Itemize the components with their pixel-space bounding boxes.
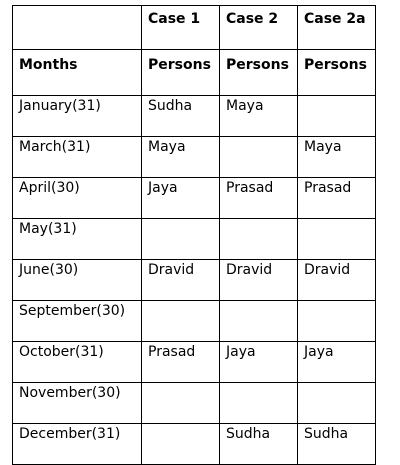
month-cell: October(31) <box>13 342 142 383</box>
person-cell <box>298 301 376 342</box>
table-row <box>13 301 376 342</box>
schedule-table <box>12 5 376 465</box>
person-cell: Prasad <box>142 342 220 383</box>
person-cell: Maya <box>298 137 376 178</box>
table-row <box>13 178 376 219</box>
person-cell: Jaya <box>298 342 376 383</box>
person-cell <box>220 219 298 260</box>
case-header-cell <box>13 6 142 50</box>
person-cell <box>142 383 220 424</box>
person-cell: Jaya <box>142 178 220 219</box>
person-cell <box>142 424 220 465</box>
person-cell: Dravid <box>220 260 298 301</box>
month-cell: December(31) <box>13 424 142 465</box>
column-header-cell: Persons <box>298 50 376 96</box>
person-cell <box>220 137 298 178</box>
month-cell: September(30) <box>13 301 142 342</box>
column-header-cell: Months <box>13 50 142 96</box>
month-cell: June(30) <box>13 260 142 301</box>
month-cell: March(31) <box>13 137 142 178</box>
person-cell: Sudha <box>142 96 220 137</box>
case-header-cell: Case 1 <box>142 6 220 50</box>
person-cell: Prasad <box>220 178 298 219</box>
month-cell: January(31) <box>13 96 142 137</box>
person-cell: Prasad <box>298 178 376 219</box>
table-row <box>13 219 376 260</box>
table-row <box>13 260 376 301</box>
month-cell: November(30) <box>13 383 142 424</box>
table-row <box>13 342 376 383</box>
person-cell: Jaya <box>220 342 298 383</box>
person-cell: Maya <box>142 137 220 178</box>
person-cell: Sudha <box>298 424 376 465</box>
person-cell: Dravid <box>298 260 376 301</box>
person-cell <box>298 219 376 260</box>
case-header-row <box>13 6 376 50</box>
person-cell <box>142 301 220 342</box>
column-header-row <box>13 50 376 96</box>
person-cell <box>220 383 298 424</box>
person-cell: Maya <box>220 96 298 137</box>
table-row <box>13 383 376 424</box>
table-row <box>13 96 376 137</box>
case-header-cell: Case 2a <box>298 6 376 50</box>
case-header-cell: Case 2 <box>220 6 298 50</box>
column-header-cell: Persons <box>142 50 220 96</box>
person-cell: Dravid <box>142 260 220 301</box>
table-row <box>13 137 376 178</box>
column-header-cell: Persons <box>220 50 298 96</box>
person-cell <box>220 301 298 342</box>
person-cell <box>142 219 220 260</box>
person-cell: Sudha <box>220 424 298 465</box>
person-cell <box>298 96 376 137</box>
month-cell: April(30) <box>13 178 142 219</box>
person-cell <box>298 383 376 424</box>
month-cell: May(31) <box>13 219 142 260</box>
table-row <box>13 424 376 465</box>
